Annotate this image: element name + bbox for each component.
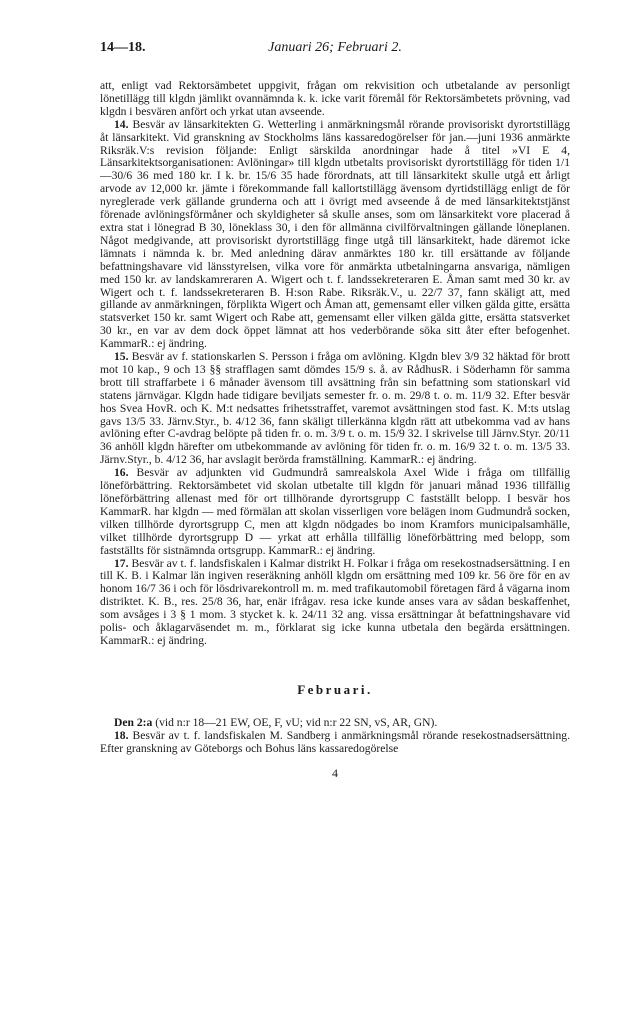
- page-range: 14—18.: [100, 40, 146, 55]
- paragraph-continuation: [100, 80, 570, 119]
- paragraph-text: att, enligt vad Rektorsämbetet uppgivit, frågan om rekvisition och utbetalande av personligt lönetillägg till klgdn jämlikt ovannämnda k. k. icke varit föremål för Rektorsämbetets prövning, vad klgdn i besvären anfört och yrkat utan avseende.: [100, 79, 570, 118]
- paragraph-number: 17.: [114, 556, 129, 570]
- paragraph-17: [100, 558, 570, 648]
- paragraph-text: Besvär av t. f. landsfiskalen i Kalmar distrikt H. Folkar i fråga om resekostnadsersättning. I en till K. B. i Kalmar län ingiven reseräkning anhöll klgdn om ersättning med 109 kr. 56 öre för en av honom 16/7 36 i och för lösdrivarekontroll m. m. med trafikautomobil företagen färd å vägarna inom distriktet. K. B., res. 25/8 36, har, enär ifrågav. resa icke kunde anses vara av sådan beskaffenhet, som avsåges i 3 § 1 mom. 3 stycket k. k. 24/11 32 ang. vissa ersättningar åt befattningshavare vid polis- och åklagarväsendet m. m., förklarat sig icke kunna utbetala den begärda ersättningen. KammarR.: ej ändring.: [100, 556, 570, 647]
- paragraph-number: 16.: [114, 466, 129, 480]
- running-head: [100, 40, 570, 64]
- paragraph-16: [100, 467, 570, 557]
- page-folio: 4: [332, 765, 338, 780]
- date-note: (vid n:r 18—21 EW, OE, F, vU; vid n:r 22 SN, vS, AR, GN).: [155, 715, 438, 729]
- body-text: [100, 80, 570, 756]
- paragraph-14: [100, 119, 570, 351]
- paragraph-number: 18.: [114, 728, 129, 742]
- paragraph-text: Besvär av f. stationskarlen S. Persson i fråga om avlöning. Klgdn blev 3/9 32 häktad för brott mot 10 kap., 9 och 13 §§ strafflagen samt dömdes 15/9 s. å. av RådhusR. i Söderhamn för samma brott till straffarbete i 6 månader ävensom till avsättning från sin befattning som stationskarl vid statens järnvägar. Klgdn hade tidigare beviljats semester fr. o. m. 29/8 t. o. m. 11/9 32. Efter besvär hos Svea HovR. och K. M:t nedsattes frihetsstraffet, varemot avsättningen stod fast. K. M:ts utslag gavs 13/5 33. Järnv.Styr., b. 4/12 36, fann skäligt tillerkänna klgdn rätt att utbekomma vad av hans avlöning efter C-avdrag belöpte på tiden fr. o. m. 3/9 t. o. m. 15/9 32. I skrivelse till Järnv.Styr. 20/11 36 anhöll klgdn härefter om utbekommande av avlöning för tiden fr. o. m. 16/9 32 t. o. m. 13/5 33. Järnv.Styr., b. 4/12 36, har avslagit berörda framställning. KammarR.: ej ändring.: [100, 350, 570, 467]
- paragraph-text: Besvär av adjunkten vid Gudmundrå samrealskola Axel Wide i fråga om tillfällig löneförbättring. Rektorsämbetet vid skolan utbetalte till klgdn för januari månad 1936 tillfällig löneförbättring allenast med för ort tillhörande dyrortsgrupp C fastställt belopp. I besvär hos KammarR. har klgdn — med förmälan att skolan visserligen vore belägen inom Gudmundrå socken, vilken tillhörde dyrortsgrupp C, men att klgdn nödgades bo inom Kramfors municipalsamhälle, vilket tillhörde dyrortsgrupp D — yrkat att erhålla tillfällig löneförbättring med belopp, som fastställts för sistnämnda ortsgrupp. KammarR.: ej ändring.: [100, 466, 571, 557]
- date-label: Den 2:a: [114, 715, 153, 729]
- document-page: [100, 40, 570, 781]
- paragraph-text: Besvär av länsarkitekten G. Wetterling i anmärkningsmål rörande provisoriskt dyrortstillägg åt länsarkitekt. Vid granskning av Stockholms läns kassaredogörelser för jan.—juni 1936 anmärkte Riksräk.V:s revision följande: Enligt särskilda anordningar hade å titel »VI E 4, Länsarkitektsorganisationen: Avlöningar» till klgdn utbetalts provisoriskt dyrortstillägg för tiden 1/1—30/6 36 med 180 kr. I k. br. 15/6 35 hade förordnats, att till länsarkitekt skulle utgå ett årligt arvode av 12,000 kr. jämte i förekommande fall kallortstillägg ävensom dyrtidstillägg enligt de för nyreglerade verk gällande grunderna och att i övrigt med avseende å de med länsarkitektstjänst förenade avlöningsförmåner och skyldigheter så skulle anses, som om länsarkitekt vore placerad å extra stat i lönegrad B 30, löneklass 30, i den för allmänna civilförvaltningen gällande löneplanen. Något medgivande, att provisoriskt dyrortstillägg finge utgå till länsarkitekt, hade däremot icke lämnats i nämnda k. br. Med anledning därav anmärktes 180 kr. till ersättande av följande befattningshavare vid länsstyrelsen, vilka vore för anmärkta utbetalningarna ansvariga, nämligen med 150 kr. av landskamreraren A. Wigert och t. f. landssekreteraren E. Åman samt med 30 kr. av Wigert och t. f. landssekreteraren B. H:son Rabe. Riksräk.V., u. 22/7 37, fann skäligt att, med gillande av anmärkningen, förplikta Wigert och Åman att, gemensamt eller vilken gälda gitte, ersätta statsverket 150 kr. samt Wigert och Rabe att, gemensamt eller vilken gälda gitte, ersätta statsverket 30 kr., en var av dem dock öppet lämnat att hos vederbörande söka sitt åter efter befogenhet. KammarR.: ej ändring.: [100, 117, 571, 351]
- paragraph-18: [100, 730, 570, 756]
- paragraph-text: Besvär av t. f. landsfiskalen M. Sandberg i anmärkningsmål rörande resekostnadsersättning. Efter granskning av Göteborgs och Bohus läns kassaredogörelse: [100, 728, 570, 755]
- paragraph-number: 14.: [114, 117, 129, 131]
- paragraph-15: [100, 351, 570, 467]
- month-heading: Februari.: [297, 681, 373, 697]
- header-title: Januari 26; Februari 2.: [268, 40, 402, 55]
- paragraph-number: 15.: [114, 350, 129, 364]
